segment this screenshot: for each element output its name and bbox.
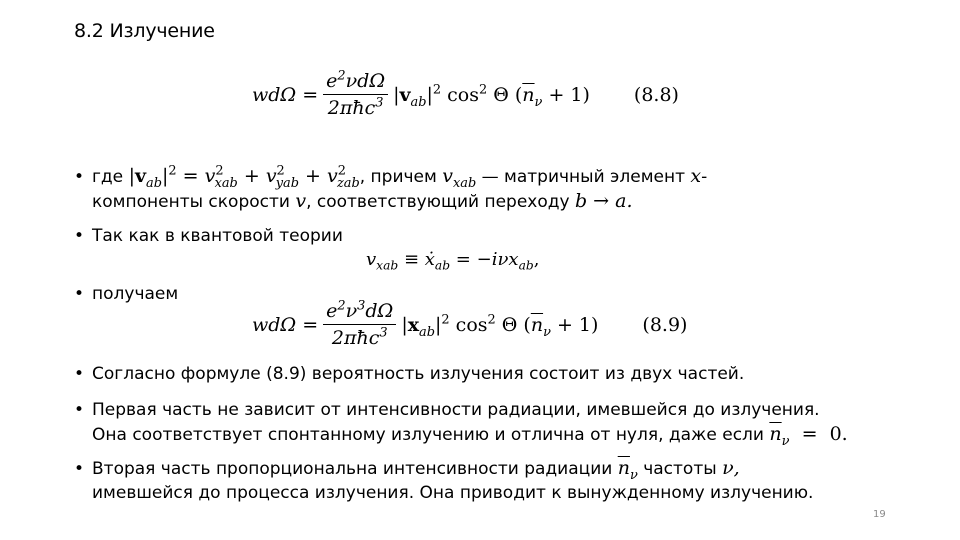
bullet-marker: • xyxy=(74,167,85,187)
eq-8-9-lhs: wdΩ = xyxy=(252,313,319,336)
bullet-marker: • xyxy=(74,226,85,246)
bullet-1-line2-a: компоненты скорости xyxy=(92,192,290,212)
bullet-1-text-d: - xyxy=(701,167,708,187)
eq-velocity-text: $v_{xab}$ ≡ ẋ$_{ab}$ = −iνx$_{ab}$, xyxy=(366,249,540,273)
eq-8-8-denominator: 2πħc$^3$ xyxy=(327,95,384,119)
bullet-item-4 xyxy=(74,362,744,386)
bullet-marker: • xyxy=(74,459,85,479)
bullet-5-line1: Первая часть не зависит от интенсивности радиации, имевшейся до излучения. xyxy=(92,400,820,420)
bullet-3-text: получаем xyxy=(92,284,179,304)
bullet-1-math: $|v_{ab}|^2 = v^2_{xab} + v^2_{yab} + v^2_{zab}$ xyxy=(128,163,360,191)
eq-8-9-rhs: $|x_{ab}|^2$ $\cos^2 \Theta$ $(\overline{n}_\nu + 1)$ xyxy=(401,312,599,340)
bullet-1-line2-math-a: v xyxy=(295,190,307,212)
bullet-1-line2-b: , соответствующий переходу xyxy=(306,192,570,212)
bullet-marker: • xyxy=(74,284,85,304)
eq-8-8-numerator: $e^2\nu d\Omega$ xyxy=(323,70,388,95)
bullet-item-2 xyxy=(74,224,343,248)
slide-title: 8.2 Излучение xyxy=(74,20,215,42)
bullet-1-line2-math-b: b → a. xyxy=(574,190,633,212)
bullet-2-text: Так как в квантовой теории xyxy=(92,226,343,246)
bullet-1-text-b: , причем xyxy=(359,167,437,187)
bullet-6-math-b: ν, xyxy=(722,457,740,479)
bullet-marker: • xyxy=(74,364,85,384)
bullet-4-text: Согласно формуле (8.9) вероятность излучения состоит из двух частей. xyxy=(92,364,745,384)
bullet-1-text-a: где xyxy=(92,167,124,187)
bullet-marker: • xyxy=(74,400,85,420)
page-number: 19 xyxy=(873,509,886,520)
equation-8-9 xyxy=(252,300,687,349)
bullet-1-math-c: x xyxy=(690,165,702,187)
bullet-item-1 xyxy=(74,164,707,214)
bullet-6-line2: имевшейся до процесса излучения. Она приводит к вынужденному излучению. xyxy=(92,483,814,503)
eq-8-8-number: (8.8) xyxy=(633,83,679,106)
bullet-item-6 xyxy=(74,456,813,505)
bullet-item-5 xyxy=(74,398,848,447)
eq-8-9-denominator: 2πħc$^3$ xyxy=(331,325,388,349)
eq-8-8-lhs: wdΩ = xyxy=(252,83,319,106)
eq-8-9-fraction xyxy=(323,300,396,349)
eq-8-8-fraction xyxy=(323,70,388,119)
eq-8-8-rhs: $|v_{ab}|^2$ $\cos^2 \Theta$ $(\overline{n}_\nu + 1)$ xyxy=(393,82,590,110)
bullet-6-text-b: частоты xyxy=(643,459,717,479)
equation-velocity xyxy=(366,249,540,273)
eq-8-9-number: (8.9) xyxy=(642,313,688,336)
bullet-6-math-a: $\overline{n}_\nu$ xyxy=(617,457,638,483)
bullet-6-text-a: Вторая часть пропорциональна интенсивности радиации xyxy=(92,459,613,479)
bullet-5-math: $\overline{n}_\nu = 0$. xyxy=(769,423,848,449)
bullet-1-math-b: $v_{xab}$ xyxy=(442,165,477,191)
bullet-item-3 xyxy=(74,282,178,306)
eq-8-9-numerator: $e^2\nu^3d\Omega$ xyxy=(323,300,396,325)
bullet-5-line2: Она соответствует спонтанному излучению и отлична от нуля, даже если xyxy=(92,425,764,445)
bullet-1-text-c: — матричный элемент xyxy=(481,167,686,187)
equation-8-8 xyxy=(252,70,679,119)
